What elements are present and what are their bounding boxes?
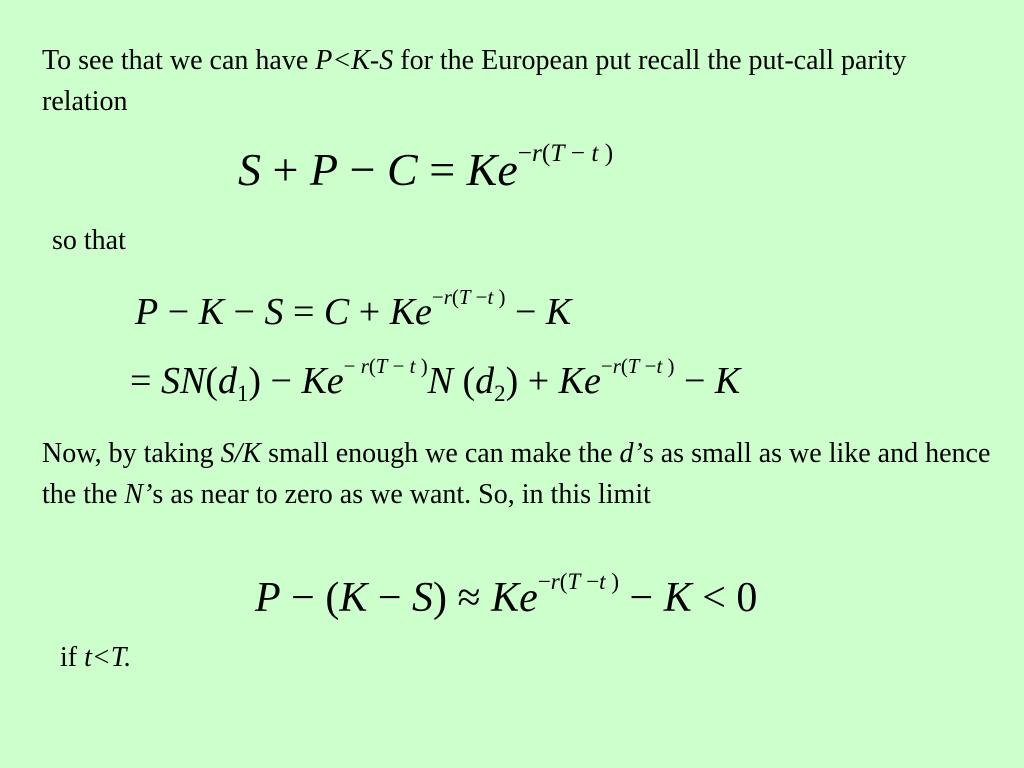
d-symbol: d’ (619, 438, 643, 469)
limit-text-4: s as near to zero as we want. So, in this limit (152, 479, 651, 510)
condition-prefix: if (60, 642, 85, 673)
put-bound-inequality: P<K-S (315, 45, 394, 76)
so-that-text: so that (52, 225, 126, 256)
condition-inequality: t<T. (84, 642, 132, 673)
condition-text (60, 637, 131, 678)
put-call-parity-equation: $S + P - C = Ke^{-r(T - t )}$ (238, 138, 614, 195)
derivation-line-1: $P - K - S = C + Ke^{-r(T -t )} - K$ (135, 285, 572, 333)
n-symbol: N’ (124, 479, 153, 510)
ratio-symbol: S/K (220, 438, 262, 469)
limit-text-3: s as small as we like and hence the the (42, 438, 991, 510)
limit-paragraph (42, 433, 992, 515)
intro-text-start: To see that we can have (42, 45, 316, 76)
limit-text-1: Now, by taking (42, 438, 221, 469)
derivation-line-2: = $SN(d_1) - Ke^{- r(T - t )}N$ $(d_2) + Ke^{-r(T -t )} - K$ (130, 354, 741, 406)
intro-text-end: for the European put recall the put-call parity relation (42, 45, 907, 117)
intro-paragraph (42, 40, 992, 122)
limit-inequality-equation: $P - (K - S) \approx Ke^{-r(T -t )} - K < 0$ (255, 568, 758, 621)
limit-text-2: small enough we can make the (261, 438, 620, 469)
